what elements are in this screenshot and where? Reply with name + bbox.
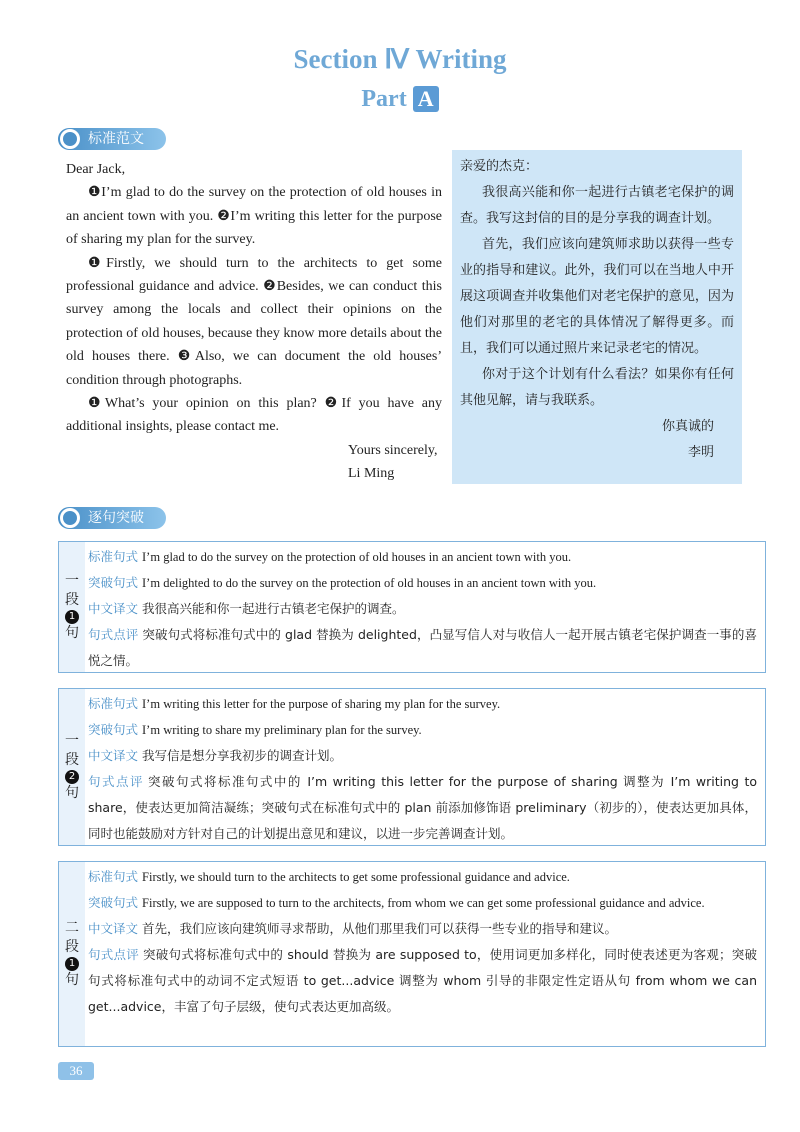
standard-label: 标准句式 <box>88 696 139 711</box>
translation-label: 中文译文 <box>88 748 139 763</box>
translation-signature: 李明 <box>687 445 714 460</box>
paragraph-label: 段 <box>65 751 79 768</box>
comment-text: 突破句式将标准句式中的 should 替换为 are supposed to，使用词更加多样化，同时使表述更为客观；突破句式将标准句式中的动词不定式短语 to get...advice 调整为 whom 引导的非限定性定语从句 from whom we can get...advice，丰富了句子层级，使句式表达更加高级。 <box>88 947 757 1014</box>
english-letter <box>66 158 442 486</box>
comment-label: 句式点评 <box>88 774 144 789</box>
breakthrough-sentence: Firstly, we are supposed to turn to the architects, from whom we can get some professional guidance and advice. <box>142 896 705 910</box>
sentence-box-3 <box>58 861 766 1047</box>
translation-paragraph-3: 你对于这个计划有什么看法？如果你有任何其他见解，请与我联系。 <box>460 367 734 408</box>
sentence-number: 1 <box>65 610 79 624</box>
sentence-box-2 <box>58 688 766 846</box>
standard-sentence: I’m writing this letter for the purpose of sharing my plan for the survey. <box>142 697 501 711</box>
translation-closing: 你真诚的 <box>661 419 714 434</box>
letter-closing: Yours sincerely, <box>348 442 438 458</box>
letter-greeting: Dear Jack, <box>66 162 126 177</box>
standard-sentence: Firstly, we should turn to the architects to get some professional guidance and advice. <box>142 870 570 884</box>
translation-paragraph-1: 我很高兴能和你一起进行古镇老宅保护的调查。我写这封信的目的是分享我的调查计划。 <box>460 185 734 226</box>
sentence-box-side <box>59 542 85 672</box>
standard-sentence: I’m glad to do the survey on the protection of old houses in an ancient town with you. <box>142 550 572 564</box>
comment-label: 句式点评 <box>88 947 139 962</box>
page-number: 36 <box>58 1062 94 1080</box>
comment-label: 句式点评 <box>88 627 139 642</box>
breakthrough-label: 突破句式 <box>88 895 139 910</box>
standard-label: 标准句式 <box>88 549 139 564</box>
ring-icon <box>60 129 80 149</box>
breakthrough-sentence: I’m delighted to do the survey on the protection of old houses in an ancient town with you. <box>142 576 597 590</box>
letter-paragraph-1: ❶I’m glad to do the survey on the protection of old houses in an ancient town with you. ❷I’m writing this letter for the purpose of sharing my plan for the survey. <box>66 185 442 248</box>
letter-paragraph-3: ❶What’s your opinion on this plan? ❷If you have any additional insights, please contact me. <box>66 396 442 435</box>
paragraph-number: 一 <box>65 732 79 749</box>
paragraph-label: 段 <box>65 591 79 608</box>
standard-label: 标准句式 <box>88 869 139 884</box>
translation-text: 首先，我们应该向建筑师寻求帮助，从他们那里我们可以获得一些专业的指导和建议。 <box>142 921 618 936</box>
sentence-label: 句 <box>65 624 79 641</box>
sentence-box-1 <box>58 541 766 673</box>
translation-label: 中文译文 <box>88 601 139 616</box>
model-essay-tag-label: 标准范文 <box>88 131 144 147</box>
paragraph-number: 二 <box>65 919 79 936</box>
sentence-breakdown-tag <box>58 507 166 529</box>
sentence-box-side <box>59 689 85 845</box>
sentence-box-side <box>59 862 85 1046</box>
sentence-breakdown-tag-label: 逐句突破 <box>88 510 144 526</box>
sentence-label: 句 <box>65 784 79 801</box>
sentence-number: 2 <box>65 770 79 784</box>
model-essay-tag <box>58 128 166 150</box>
chinese-translation-box <box>452 150 742 484</box>
translation-greeting: 亲爱的杰克： <box>460 159 539 174</box>
comment-text: 突破句式将标准句式中的 glad 替换为 delighted，凸显写信人对与收信人一起开展古镇老宅保护调查一事的喜悦之情。 <box>88 627 757 668</box>
paragraph-number: 一 <box>65 572 79 589</box>
section-title: Section Ⅳ Writing <box>293 44 507 74</box>
letter-signature: Li Ming <box>348 466 395 482</box>
ring-icon <box>60 508 80 528</box>
part-letter-badge: A <box>413 86 439 112</box>
part-label: Part <box>361 86 407 112</box>
sentence-number: 1 <box>65 957 79 971</box>
breakthrough-label: 突破句式 <box>88 575 139 590</box>
paragraph-label: 段 <box>65 938 79 955</box>
part-title <box>0 86 800 113</box>
breakthrough-sentence: I’m writing to share my preliminary plan for the survey. <box>142 723 422 737</box>
letter-paragraph-2: ❶Firstly, we should turn to the architects to get some professional guidance and advice. ❷Besides, we can conduct this survey among the locals and collect their opinions on the protection of old houses, because they know more details about the old houses there. ❸Also, we can document the old houses’ condition through photographs. <box>66 255 442 388</box>
translation-text: 我很高兴能和你一起进行古镇老宅保护的调查。 <box>142 601 405 616</box>
translation-paragraph-2: 首先，我们应该向建筑师求助以获得一些专业的指导和建议。此外，我们可以在当地人中开展这项调查并收集他们对老宅保护的意见，因为他们对那里的老宅的具体情况了解得更多。而且，我们可以通过照片来记录老宅的情况。 <box>460 237 734 356</box>
comment-text: 突破句式将标准句式中的 I’m writing this letter for the purpose of sharing 调整为 I’m writing to share，使表达更加简洁凝练；突破句式在标准句式中的 plan 前添加修饰语 preliminary（初步的），使表达更加具体，同时也能鼓励对方针对自己的计划提出意见和建议，以进一步完善调查计划。 <box>88 774 757 841</box>
sentence-label: 句 <box>65 971 79 988</box>
breakthrough-label: 突破句式 <box>88 722 139 737</box>
translation-label: 中文译文 <box>88 921 139 936</box>
translation-text: 我写信是想分享我初步的调查计划。 <box>142 748 343 763</box>
